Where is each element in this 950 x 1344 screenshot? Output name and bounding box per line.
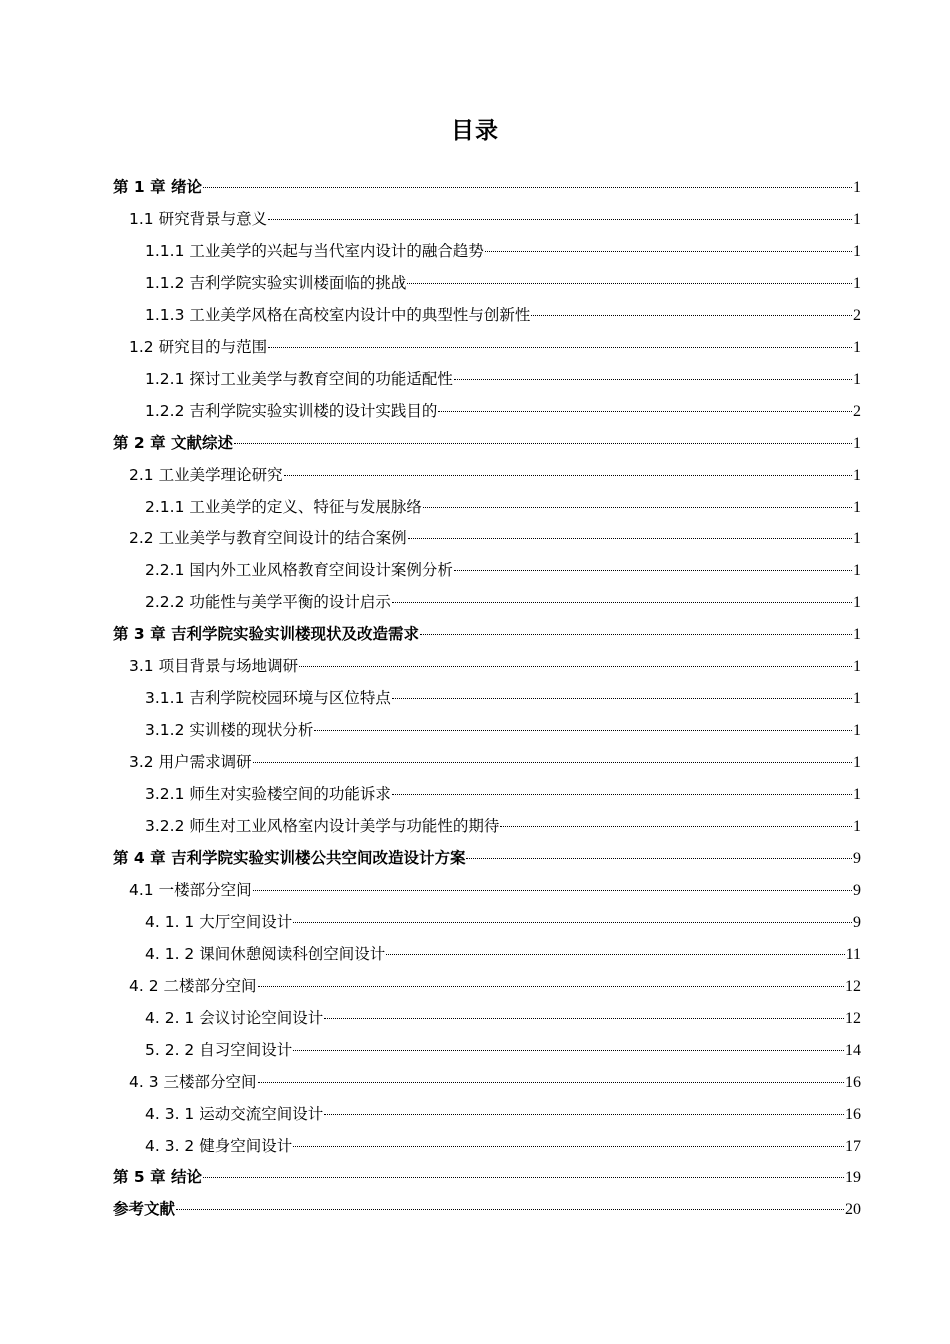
toc-entry-page-number: 16 [845,1105,861,1123]
toc-entry-label: 第 4 章 吉利学院实验实训楼公共空间改造设计方案 [113,848,466,867]
toc-dot-leader [454,379,852,380]
toc-entry-label: 1.1.1 工业美学的兴起与当代室内设计的融合趋势 [145,241,484,260]
toc-entry-label: 参考文献 [113,1200,176,1219]
toc-entry-page-number: 12 [845,977,861,995]
toc-entry-label: 4. 3. 1 运动交流空间设计 [145,1104,324,1123]
toc-entry-page-number: 1 [853,786,861,804]
toc-entry-label: 第 1 章 绪论 [113,178,202,196]
toc-entry-page-number: 1 [853,338,861,356]
toc-entry-label: 4. 1. 2 课间休憩阅读科创空间设计 [145,944,386,963]
toc-dot-leader [408,538,852,539]
toc-entry-label: 第 3 章 吉利学院实验实训楼现状及改造需求 [113,625,419,644]
toc-entry[interactable] [129,747,861,777]
toc-entry[interactable] [113,172,861,202]
toc-entry-page-number: 1 [853,210,861,228]
toc-entry-label: 1.1.3 工业美学风格在高校室内设计中的典型性与创新性 [145,305,531,324]
toc-dot-leader [253,762,852,763]
toc-entry-page-number: 11 [845,945,861,963]
toc-entry-page-number: 1 [853,530,861,548]
toc-dot-leader [324,1018,844,1019]
toc-dot-leader [258,986,844,987]
toc-entry[interactable] [145,555,861,585]
toc-entry[interactable] [113,619,861,649]
toc-dot-leader [392,602,852,603]
toc-entry[interactable] [129,971,861,1001]
toc-entry-label: 第 2 章 文献综述 [113,433,233,452]
toc-dot-leader [203,1177,844,1178]
toc-dot-leader [258,1082,844,1083]
toc-entry-page-number: 1 [853,818,861,835]
toc-entry-page-number: 12 [845,1009,861,1027]
toc-dot-leader [392,794,852,795]
toc-entry-page-number: 1 [853,498,861,516]
toc-entry-label: 3.2.1 师生对实验楼空间的功能诉求 [145,785,391,804]
toc-dot-leader [234,443,852,444]
toc-entry-page-number: 19 [845,1169,861,1187]
toc-entry-page-number: 9 [853,881,861,899]
toc-entry[interactable] [145,364,861,394]
toc-entry-label: 第 5 章 结论 [113,1168,202,1187]
toc-entry[interactable] [129,204,861,234]
toc-entry-page-number: 16 [845,1073,861,1091]
toc-entry[interactable] [145,587,861,617]
toc-entry[interactable] [113,1162,861,1192]
toc-dot-leader [420,634,852,635]
toc-dot-leader [268,219,852,220]
toc-entry-page-number: 9 [853,913,861,931]
toc-entry[interactable] [145,907,861,937]
toc-dot-leader [299,666,852,667]
toc-entry[interactable] [129,1067,861,1097]
toc-entry-page-number: 1 [853,274,861,292]
toc-entry-page-number: 1 [853,626,861,644]
toc-entry[interactable] [145,683,861,713]
toc-entry-page-number: 1 [853,179,861,196]
toc-dot-leader [423,507,852,508]
toc-entry-page-number: 1 [853,722,861,740]
toc-entry-label: 4. 2 二楼部分空间 [129,976,257,995]
toc-entry-page-number: 14 [845,1041,861,1059]
toc-dot-leader [386,954,844,955]
toc-dot-leader [438,411,852,412]
toc-entry[interactable] [129,651,861,681]
toc-entry-page-number: 1 [853,242,861,260]
toc-entry-page-number: 2 [853,402,861,420]
toc-entry[interactable] [145,779,861,809]
toc-entry-label: 4. 3 三楼部分空间 [129,1072,257,1091]
toc-entry[interactable] [145,1099,861,1129]
toc-entry-page-number: 20 [845,1201,861,1219]
toc-dot-leader [253,890,852,891]
toc-entry[interactable] [129,460,861,490]
toc-entry-label: 5. 2. 2 自习空间设计 [145,1040,293,1059]
toc-dot-leader [293,1050,844,1051]
toc-entry-label: 3.1.1 吉利学院校园环境与区位特点 [145,689,391,708]
toc-entry-label: 3.1.2 实训楼的现状分析 [145,721,314,740]
toc-entry-page-number: 1 [853,370,861,388]
toc-entry[interactable] [145,811,861,841]
toc-entry-label: 2.2.2 功能性与美学平衡的设计启示 [145,593,391,612]
toc-entry[interactable] [145,1003,861,1033]
toc-dot-leader [268,347,852,348]
toc-dot-leader [392,698,852,699]
toc-dot-leader [531,315,852,316]
toc-entry-label: 4. 3. 2 健身空间设计 [145,1136,293,1155]
toc-dot-leader [485,251,852,252]
toc-entry-label: 1.1.2 吉利学院实验实训楼面临的挑战 [145,273,407,292]
toc-entry[interactable] [145,492,861,522]
toc-dot-leader [500,826,852,827]
toc-entry-label: 3.2.2 师生对工业风格室内设计美学与功能性的期待 [145,817,500,835]
toc-dot-leader [176,1209,844,1210]
toc-dot-leader [407,283,852,284]
toc-entry-label: 2.2 工业美学与教育空间设计的结合案例 [129,529,407,548]
toc-entry[interactable] [145,1131,861,1161]
toc-dot-leader [466,858,852,859]
toc-entry-page-number: 1 [853,658,861,676]
toc-entry[interactable] [145,300,861,330]
toc-entry-label: 3.2 用户需求调研 [129,753,252,772]
toc-entry-label: 2.1.1 工业美学的定义、特征与发展脉络 [145,497,422,516]
toc-dot-leader [293,922,852,923]
toc-dot-leader [454,570,852,571]
toc-entry-label: 1.2.2 吉利学院实验实训楼的设计实践目的 [145,401,438,420]
toc-dot-leader [203,187,852,188]
toc-dot-leader [293,1146,844,1147]
toc-entry-page-number: 2 [853,306,861,324]
toc-dot-leader [324,1114,844,1115]
toc-entry[interactable] [145,236,861,266]
toc-entry-label: 1.2 研究目的与范围 [129,337,268,356]
toc-entry-page-number: 1 [853,466,861,484]
toc-entry-page-number: 1 [853,562,861,580]
toc-entry-page-number: 1 [853,434,861,452]
toc-dot-leader [284,475,852,476]
toc-entry-label: 3.1 项目背景与场地调研 [129,657,299,676]
toc-entry-page-number: 1 [853,594,861,612]
toc-entry-page-number: 17 [845,1137,861,1155]
page-title: 目录 [451,118,499,144]
toc-entry[interactable] [145,268,861,298]
toc-entry[interactable] [129,875,861,905]
toc-entry-label: 2.2.1 国内外工业风格教育空间设计案例分析 [145,561,453,580]
toc-entry-label: 4. 1. 1 大厅空间设计 [145,912,293,931]
toc-entry[interactable] [145,715,861,745]
toc-entry-page-number: 1 [853,754,861,772]
toc-entry[interactable] [113,428,861,458]
toc-entry[interactable] [145,396,861,426]
toc-entry-page-number: 1 [853,690,861,708]
toc-entry-page-number: 9 [853,849,861,867]
toc-entry[interactable] [113,1194,861,1224]
toc-entry[interactable] [129,523,861,553]
toc-entry-label: 4. 2. 1 会议讨论空间设计 [145,1008,324,1027]
toc-entry-label: 1.1 研究背景与意义 [129,209,268,228]
toc-entry[interactable] [113,843,861,873]
toc-entry[interactable] [145,939,861,969]
toc-entry-label: 4.1 一楼部分空间 [129,880,252,899]
toc-entry-label: 2.1 工业美学理论研究 [129,465,283,484]
toc-entry[interactable] [145,1035,861,1065]
toc-dot-leader [314,730,852,731]
toc-entry-label: 1.2.1 探讨工业美学与教育空间的功能适配性 [145,369,453,388]
toc-entry[interactable] [129,332,861,362]
